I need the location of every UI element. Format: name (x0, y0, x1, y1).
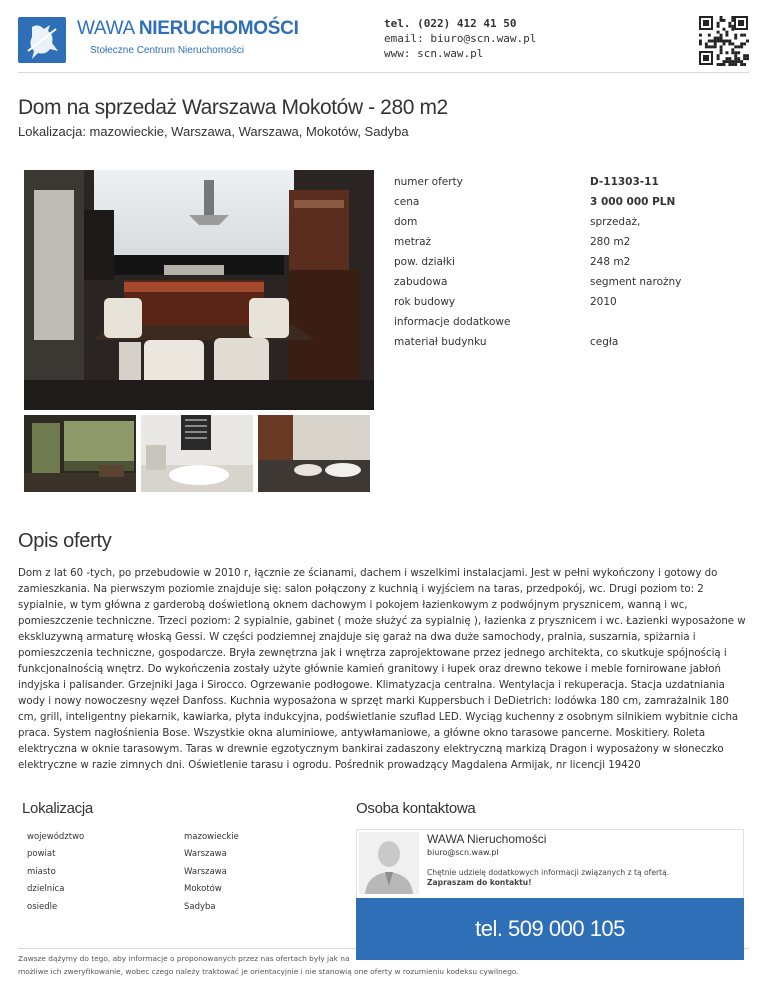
location-row (27, 898, 337, 916)
page-title: Dom na sprzedaż Warszawa Mokotów - 280 m2 (18, 96, 448, 119)
param-row (394, 252, 750, 272)
listing-location: Lokalizacja: mazowieckie, Warszawa, Warszawa, Mokotów, Sadyba (18, 124, 409, 139)
location-value: Mokotów (184, 884, 222, 895)
location-label: powiat (27, 849, 56, 860)
param-label: rok budowy (394, 296, 456, 308)
param-row (394, 172, 750, 192)
logo-mark (18, 17, 66, 63)
location-heading: Lokalizacja (22, 800, 93, 817)
offer-params-table (394, 172, 750, 352)
param-label: metraż (394, 236, 432, 248)
location-label: miasto (27, 866, 56, 877)
brand-name: WAWA NIERUCHOMOŚCI (77, 18, 299, 39)
description-heading: Opis oferty (18, 530, 112, 552)
header-contact (384, 16, 536, 61)
param-row (394, 192, 750, 212)
param-value: 3 000 000 PLN (590, 196, 676, 208)
contact-phone: tel. 509 000 105 (475, 916, 625, 941)
contact-email[interactable]: biuro@scn.waw.pl (427, 848, 499, 857)
param-label: materiał budynku (394, 336, 487, 348)
param-label: pow. działki (394, 256, 455, 268)
location-label: osiedle (27, 901, 58, 912)
param-row (394, 232, 750, 252)
contact-name: WAWA Nieruchomości (427, 832, 547, 846)
thumbnail-photo-3[interactable] (258, 415, 370, 492)
param-value: D-11303-11 (590, 176, 659, 188)
param-row (394, 292, 750, 312)
param-value: sprzedaż, (590, 216, 641, 228)
location-label: województwo (27, 831, 85, 842)
location-row (27, 846, 337, 864)
location-row (27, 863, 337, 881)
brand-subtitle: Stołeczne Centrum Nieruchomości (90, 45, 244, 56)
location-table (27, 828, 337, 916)
location-label: dzielnica (27, 884, 65, 895)
param-value: segment narożny (590, 276, 682, 288)
param-row (394, 212, 750, 232)
param-label: zabudowa (394, 276, 448, 288)
main-photo[interactable] (24, 170, 374, 410)
thumbnail-photo-1[interactable] (24, 415, 136, 492)
thumbnail-photo-2[interactable] (141, 415, 253, 492)
param-value: cegła (590, 336, 619, 348)
header-phone: tel. (022) 412 41 50 (384, 17, 517, 30)
footer-line-1: Zawsze dążymy do tego, aby informacje o proponowanych przez nas ofertach były jak na (18, 954, 350, 963)
param-row (394, 332, 750, 352)
location-value: Warszawa (184, 866, 227, 877)
param-label: cena (394, 196, 420, 208)
location-value: Sadyba (184, 901, 216, 912)
param-row (394, 312, 750, 332)
param-label: dom (394, 216, 418, 228)
header-email[interactable]: email: biuro@scn.waw.pl (384, 32, 537, 45)
location-row (27, 881, 337, 899)
contact-heading: Osoba kontaktowa (356, 800, 476, 817)
contact-phone-button[interactable] (356, 898, 744, 960)
param-label: numer oferty (394, 176, 463, 188)
footer-line-2: możliwe ich zweryfikowanie, wobec czego należy traktować je orientacyjnie i nie stanowią one oferty w rozumieniu kodeksu cywilnego. (18, 967, 519, 976)
param-label: informacje dodatkowe (394, 316, 511, 328)
location-row (27, 828, 337, 846)
qr-code-icon (698, 15, 749, 66)
contact-cta: Zapraszam do kontaktu! (427, 878, 532, 887)
param-value: 248 m2 (590, 256, 631, 268)
contact-note: Chętnie udzielę dodatkowych informacji związanych z tą ofertą. (427, 868, 670, 877)
param-value: 280 m2 (590, 236, 631, 248)
header-divider (18, 72, 749, 73)
avatar (359, 832, 419, 894)
location-value: Warszawa (184, 849, 227, 860)
param-value: 2010 (590, 296, 617, 308)
location-value: mazowieckie (184, 831, 239, 842)
param-row (394, 272, 750, 292)
description-text: Dom z lat 60 -tych, po przebudowie w 2010 r, łącznie ze ścianami, dachem i wszelkimi instalacjami. Jest w pełni wykończony i gotowy do zamieszkania. Na pierwszym poziomie znajduje się: salon połączony z kuchnią i wyjściem na taras, przedpokój, wc. Drugi poziom to: 2 sypialnie, w tym główna z garderobą doświetloną oknem dachowym i pokojem łazienkowym z podwójnym prysznicem, wanną i wc, pomieszczenie techniczne. Trzeci poziom: 2 sypialnie, gabinet ( może służyć za sypialnię ), łazienka z prysznicem i wc. Łazienki wyposażone w ekskluzywną armaturę włoską Gessi. W części podziemnej znajduje się garaż na dwa duże samochody, pralnia, suszarnia, spiżarnia i pomieszczenia techniczne, gospodarcze. Bryła zewnętrzna jak i wnętrza zaprojektowane przez jednego architekta, co skutkuje spójnością i funkcjonalnością wnętrz. Do wykończenia zostały użyte głównie kamień granitowy i łupek oraz drewno tekowe i meble fornirowane jabłoń indyjska i palisander. Grzejniki Jaga i Sirocco. Ogrzewanie podłogowe. Klimatyzacja centralna. Wentylacja i rekuperacja. Stacja uzdatniania wody i nowy nowoczesny węzeł Danfoss. Kuchnia wyposażona w sprzęt marki Kuppersbuch i DeDietrich: lodówka 180 cm, zamrażalnik 180 cm, grill, inteligentny piekarnik, kawiarka, płyta indukcyjna, podświetlanie szuflad LED. Wyciąg kuchenny z osobnym silnikiem wybitnie cicha praca. System nagłośnienia Bose. Wszystkie okna aluminiowe, antywłamaniowe, a główne okno tarasowe pancerne. Moskitiery. Roleta elektryczna w oknie tarasowym. Taras w drewnie egzotycznym bankirai zadaszony elektryczną markizą Dragon i wyposażony w słoneczko elektryczne w razie zimnych dni. Oświetlenie tarasu i ogrodu. Pośrednik prowadzący Magdalena Armijak, nr licencji 19420 (18, 568, 746, 771)
header-website[interactable]: www: scn.waw.pl (384, 47, 484, 60)
